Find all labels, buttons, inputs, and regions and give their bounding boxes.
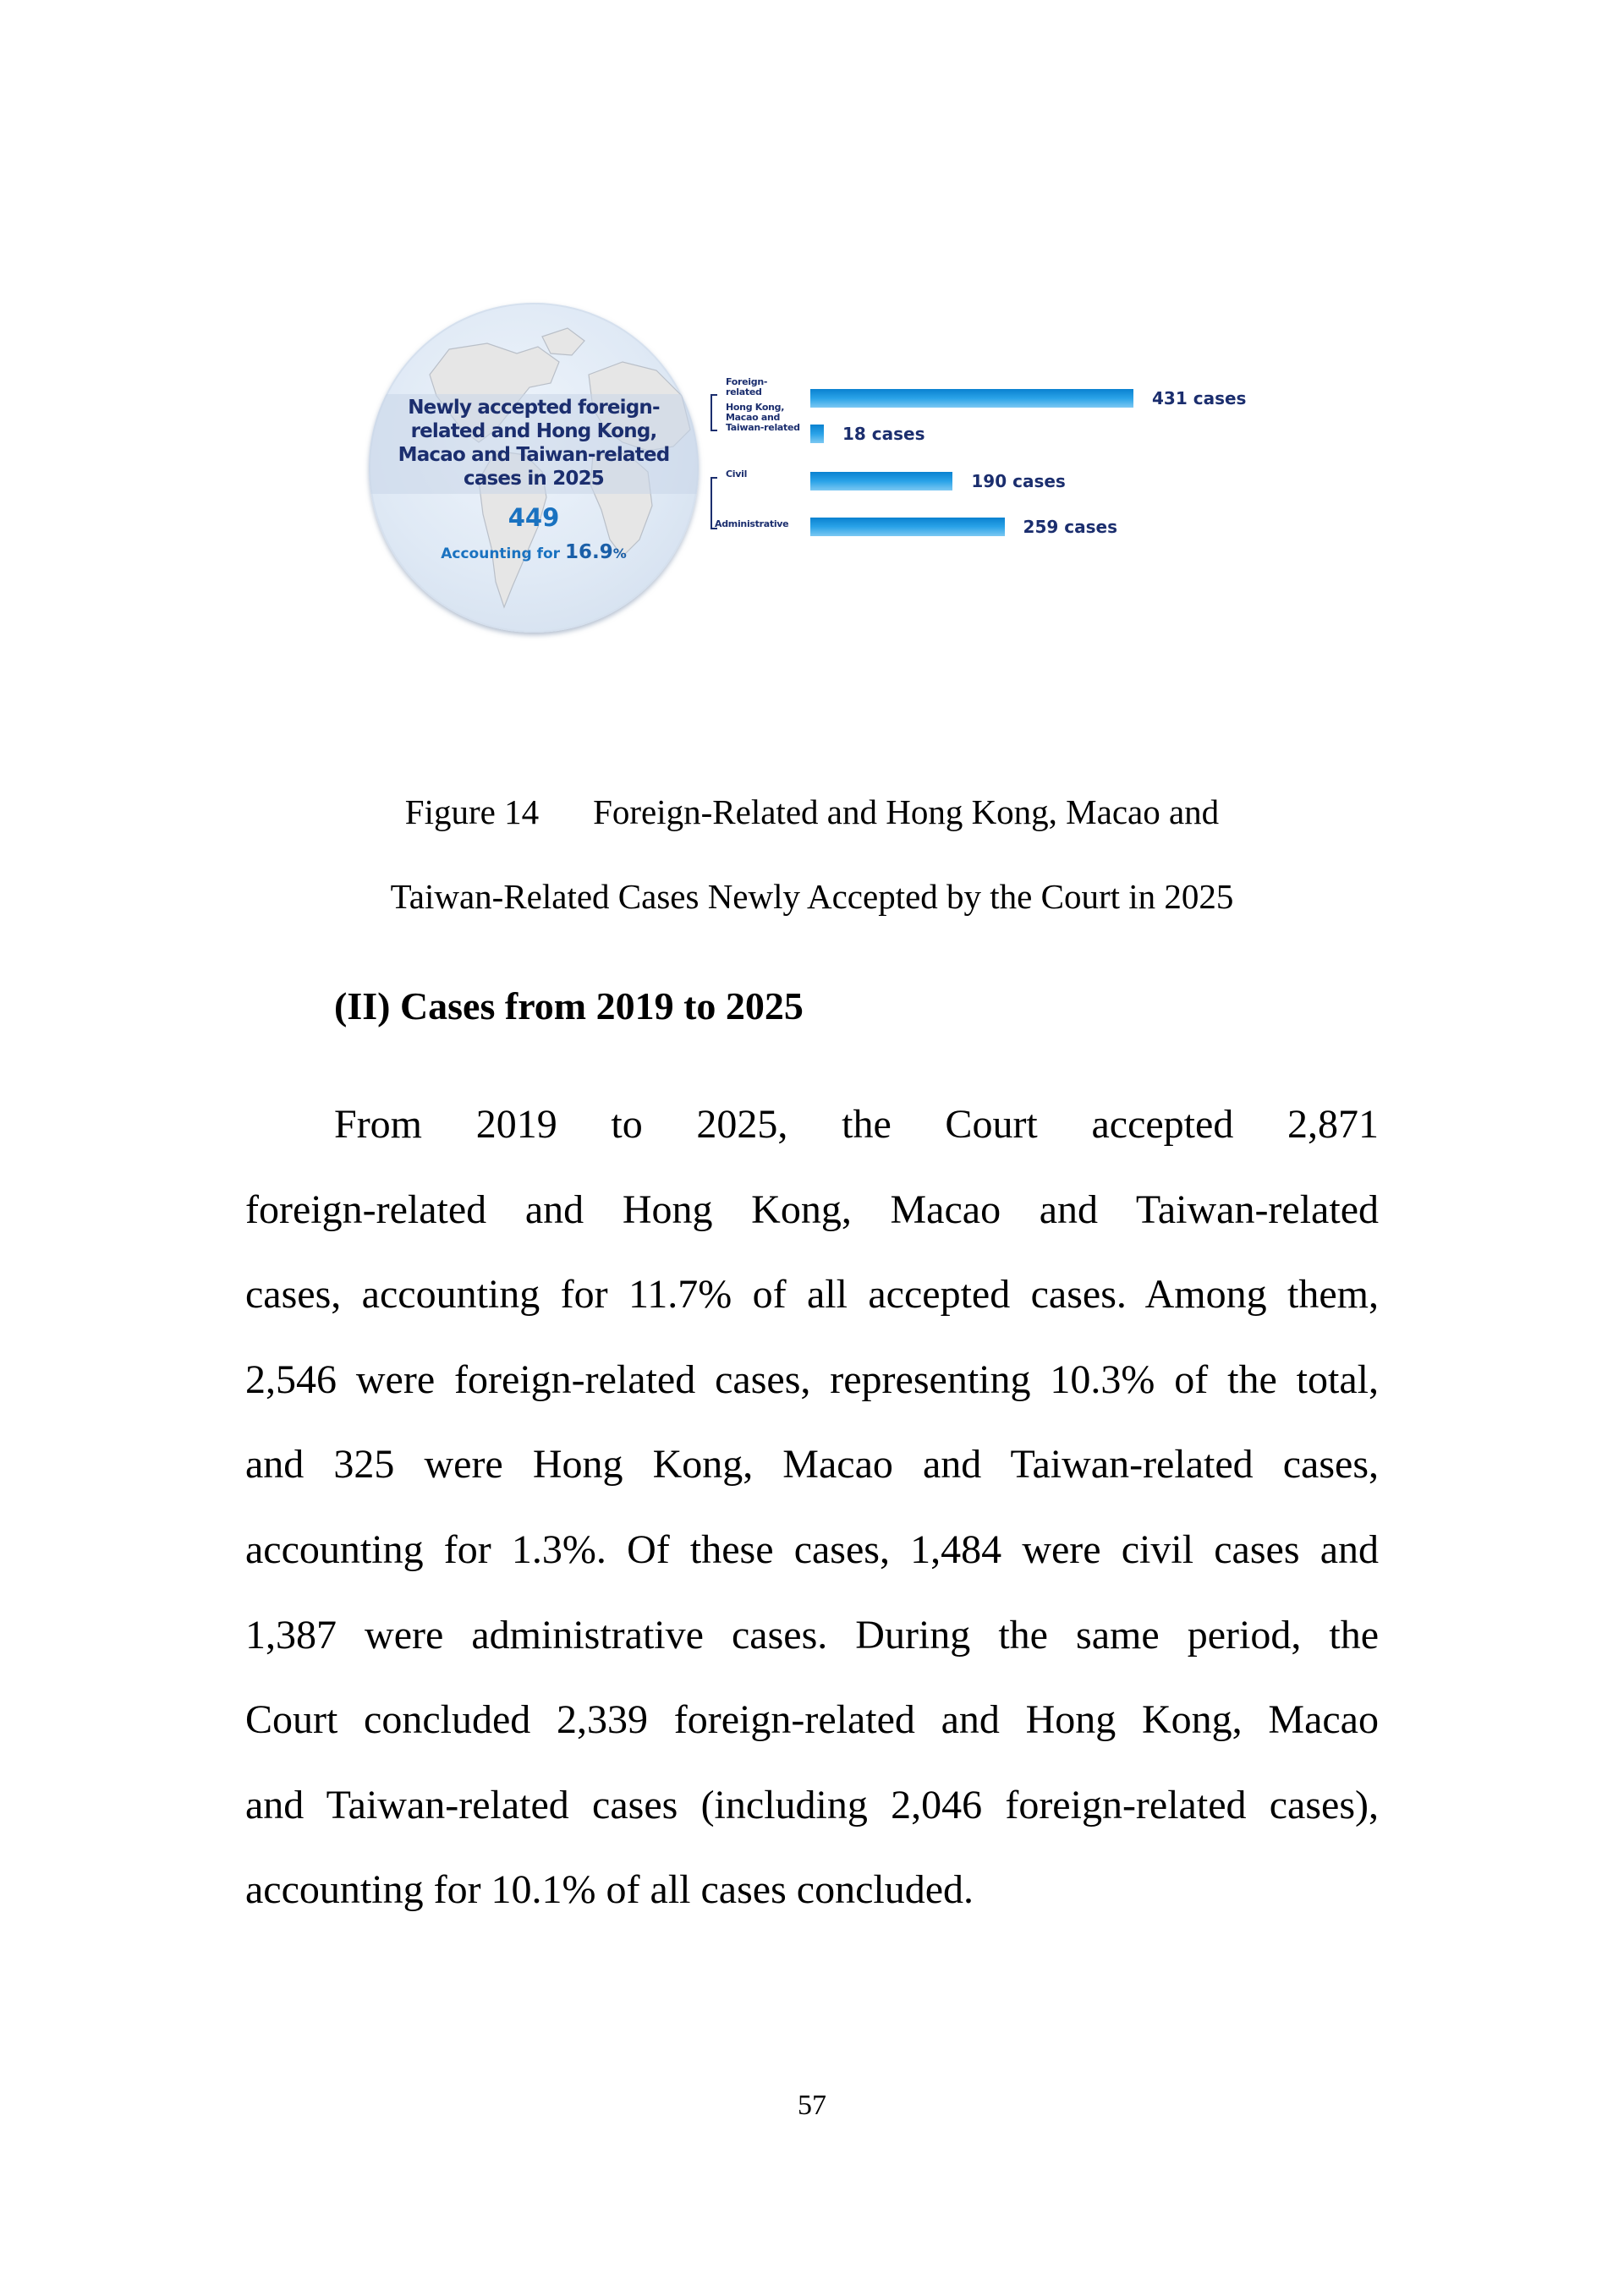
section-heading: (II) Cases from 2019 to 2025	[334, 984, 804, 1027]
globe-summary	[369, 303, 699, 633]
category-label: Hong Kong, Macao and Taiwan-related	[726, 402, 800, 433]
paragraph-line: foreign-related and Hong Kong, Macao and Taiwan-related	[245, 1186, 1379, 1232]
figure-14	[0, 0, 1624, 677]
category-label: Administrative	[715, 518, 789, 529]
bar-value-label: 259 cases	[1023, 517, 1117, 537]
origin-group-bracket	[710, 394, 717, 431]
bar-hong-kong-macao-and-taiwan-related	[810, 425, 824, 443]
share-value: 16.9	[564, 541, 613, 563]
paragraph-line: accounting for 1.3%. Of these cases, 1,484 were civil cases and	[245, 1526, 1379, 1572]
bar-foreign-related	[810, 389, 1133, 408]
globe-title-line: Macao and Taiwan-related	[398, 444, 670, 466]
paragraph-line: 1,387 were administrative cases. During the same period, the	[245, 1612, 1379, 1658]
bar-value-label: 18 cases	[842, 424, 925, 444]
paragraph-line: Court concluded 2,339 foreign-related and Hong Kong, Macao	[245, 1697, 1379, 1743]
paragraph-line: 2,546 were foreign-related cases, representing 10.3% of the total,	[245, 1356, 1379, 1402]
figure-number: Figure 14	[404, 792, 540, 831]
bar-value-label: 190 cases	[971, 471, 1066, 491]
paragraph-line: cases, accounting for 11.7% of all accepted cases. Among them,	[245, 1272, 1379, 1318]
body-paragraph	[245, 1082, 1379, 1933]
total-cases-value: 449	[508, 503, 560, 532]
globe-title	[369, 396, 699, 490]
page-number: 57	[798, 2090, 826, 2121]
paragraph-line: accounting for 10.1% of all cases concluded.	[245, 1867, 974, 1913]
caption-title: Foreign-Related and Hong Kong, Macao and	[593, 792, 1220, 831]
globe-title-line: related and Hong Kong,	[410, 420, 657, 442]
paragraph-line: From 2019 to 2025, the Court accepted 2,871	[334, 1102, 1379, 1147]
globe-title-line: cases in 2025	[463, 468, 605, 490]
figure-caption-line-2: Taiwan-Related Cases Newly Accepted by the Court in 2025	[390, 877, 1234, 916]
share-prefix: Accounting for	[441, 545, 561, 562]
paragraph-line: and Taiwan-related cases (including 2,046 foreign-related cases),	[245, 1782, 1379, 1827]
paragraph-line: and 325 were Hong Kong, Macao and Taiwan-related cases,	[245, 1442, 1379, 1488]
category-label: Civil	[726, 469, 748, 479]
bar-value-label: 431 cases	[1152, 388, 1247, 408]
category-label: Foreign- related	[726, 376, 768, 397]
bar-civil	[810, 472, 952, 490]
globe-title-line: Newly accepted foreign-	[408, 397, 660, 419]
bar-administrative	[810, 518, 1005, 536]
figure-caption-line-1	[0, 791, 1624, 833]
share-unit: %	[612, 545, 627, 562]
share-text	[369, 540, 699, 565]
